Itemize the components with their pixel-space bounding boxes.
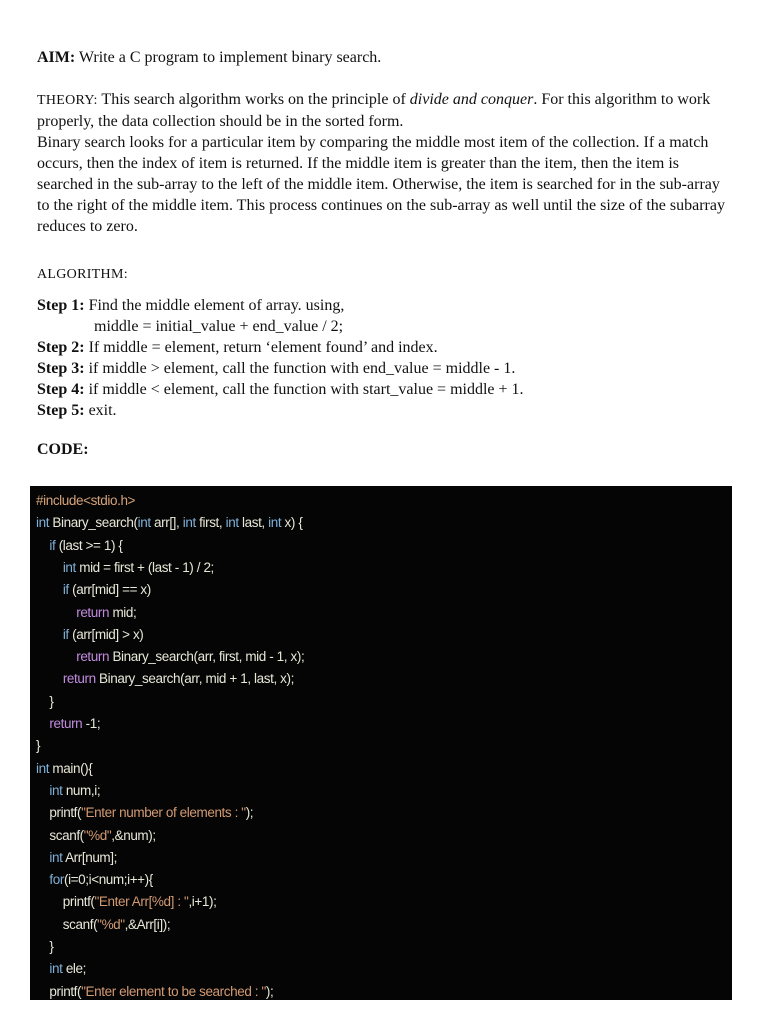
step-text: if middle < element, call the function with start_value = middle + 1. [84,381,524,398]
code-line: return -1; [49,716,101,731]
aim-label: AIM: [37,49,76,66]
step-text: If middle = element, return ‘element found’ and index. [84,339,438,356]
code-line: } [36,693,54,709]
code-line: int Arr[num]; [49,849,117,865]
code-heading: CODE: [37,441,89,458]
step-2 [37,337,731,358]
step-text: middle = initial_value + end_value / 2; [94,318,344,335]
step-text: exit. [84,402,117,419]
code-line: printf("Enter number of elements : "); [36,805,254,821]
step-5 [37,400,731,421]
theory-label: THEORY: [37,93,98,108]
step-label: Step 2: [37,339,85,356]
code-line: int Binary_search(int arr[], int first, int last, int x) { [36,515,303,531]
code-line: } [36,738,41,754]
code-line: } [36,939,54,954]
aim-paragraph [37,47,731,68]
code-line: return Binary_search(arr, first, mid - 1, x); [76,649,305,665]
code-line: return Binary_search(arr, mid + 1, last, x); [62,671,294,687]
code-line: if (last >= 1) { [49,537,123,553]
code-line: int num,i; [49,782,101,798]
aim-text: Write a C program to implement binary search. [75,49,382,66]
theory-text-2: . For this algorithm to work properly, the data collection should be in the sorted form. [37,91,711,130]
step-label: Step 3: [37,360,85,377]
theory-section [37,89,731,237]
code-line: printf("Enter Arr[%d] : ",i+1); [36,894,217,910]
step-text: Find the middle element of array. using, [84,297,345,314]
algorithm-heading: ALGORITHM: [37,267,128,282]
code-line: scanf("%d",&num); [36,827,156,843]
code-line: scanf("%d",&Arr[i]); [36,916,171,932]
step-label: Step 4: [37,381,85,398]
code-line: int main(){ [36,760,93,776]
code-line: return mid; [76,604,137,620]
document-page [37,47,731,460]
code-block [30,486,732,1000]
code-line: #include<stdio.h> [36,493,136,508]
theory-paragraph [37,89,731,132]
code-line: printf("Enter element to be searched : "); [36,983,274,999]
step-3 [37,358,731,379]
code-line: for(i=0;i<num;i++){ [49,872,153,888]
code-line: if (arr[mid] == x) [62,582,151,598]
theory-paragraph-2: Binary search looks for a particular item by comparing the middle most item of the collection. If a match occurs, then the index of item is returned. If the middle item is greater than the item, then the item is searched in the sub-array to the left of the middle item. Otherwise, the item is searched for in the sub-array to the right of the middle item. This process continues on the sub-array as well until the size of the subarray reduces to zero. [37,134,725,235]
step-text: if middle > element, call the function with end_value = middle - 1. [84,360,516,377]
algorithm-steps [37,295,731,421]
theory-emphasis: divide and conquer [409,91,534,108]
code-line: if (arr[mid] > x) [62,626,144,642]
step-label: Step 1: [37,297,85,314]
theory-text-1: This search algorithm works on the principle of [97,91,410,108]
step-4 [37,379,731,400]
step-1-formula [37,316,731,337]
code-line: int mid = first + (last - 1) / 2; [62,559,214,575]
step-label: Step 5: [37,402,85,419]
step-1 [37,295,731,316]
code-line: int ele; [49,961,86,977]
